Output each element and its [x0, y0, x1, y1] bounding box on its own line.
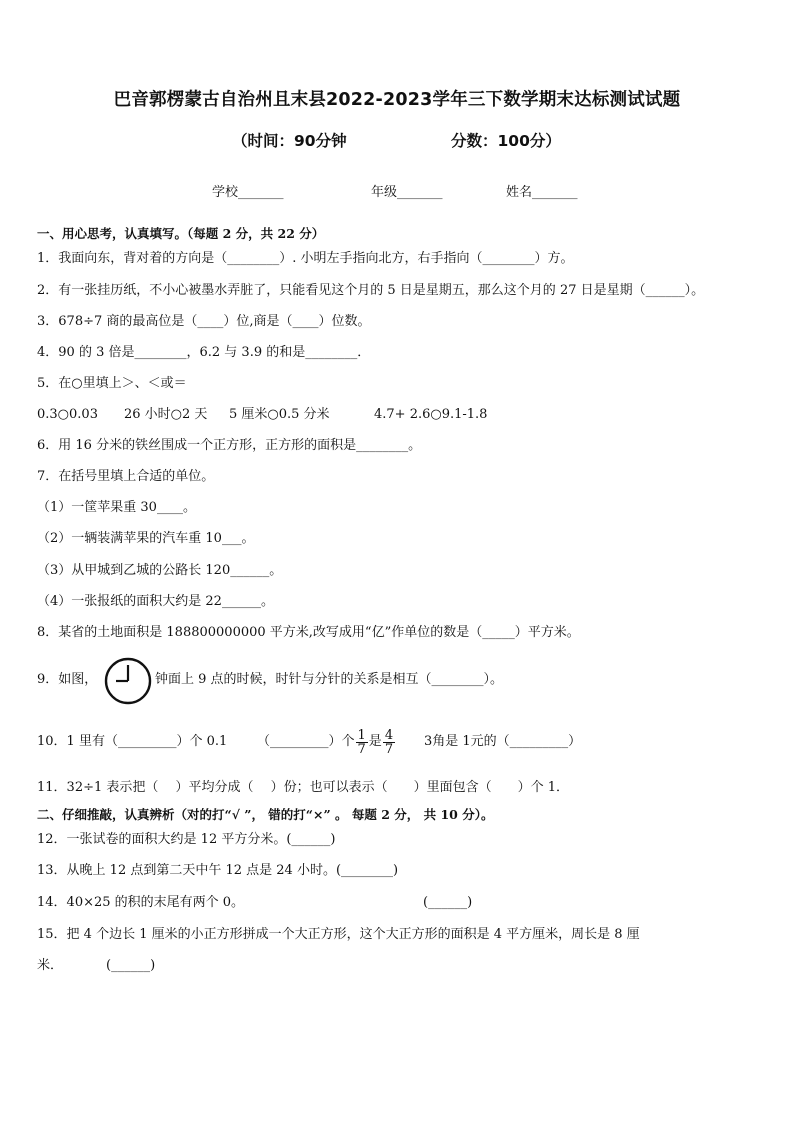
section-1-heading: 一、用心思考，认真填写。（每题 2 分，共 22 分） — [37, 226, 325, 241]
question-1: 1．我面向东，背对着的方向是（________）. 小明左手指向北方，右手指向（________）方。 — [37, 251, 574, 266]
question-10-part-b-text: （_________）个 — [257, 734, 355, 749]
question-10-part-a: 10．1 里有（_________）个 0.1 — [37, 734, 228, 749]
question-2: 2．有一张挂历纸，不小心被墨水弄脏了，只能看见这个月的 5 日是星期五，那么这个月的 27 日是星期（______）。 — [37, 283, 705, 298]
question-7-part-3: （3）从甲城到乙城的公路长 120______。 — [37, 563, 283, 578]
question-15-continued: 米． — [37, 958, 64, 973]
question-6: 6．用 16 分米的铁丝围成一个正方形，正方形的面积是________。 — [37, 438, 422, 453]
total-score: 分数：100分） — [451, 132, 561, 150]
clock-figure — [104, 657, 152, 705]
fraction-numerator: 1 — [357, 727, 366, 743]
fraction-four-sevenths — [383, 729, 395, 756]
grade-field: 年级_______ — [371, 185, 443, 200]
fraction-denominator: 7 — [384, 741, 394, 757]
question-7-part-1: （1）一筐苹果重 30____。 — [37, 500, 196, 515]
clock-icon — [104, 657, 152, 705]
page-title: 巴音郭楞蒙古自治州且末县2022-2023学年三下数学期末达标测试试题 — [113, 90, 681, 110]
question-8: 8．某省的土地面积是 188800000000 平方米,改写成用“亿”作单位的数是（_____）平方米。 — [37, 625, 580, 640]
fraction-one-seventh — [356, 729, 368, 756]
question-7-part-4: （4）一张报纸的面积大约是 22______。 — [37, 594, 274, 609]
question-5-item-d: 4.7+ 2.6○9.1-1.8 — [374, 407, 488, 422]
time-limit: （时间：90分钟 — [232, 132, 347, 150]
school-field: 学校_______ — [212, 185, 284, 200]
question-5-item-b: 26 小时○2 天 — [124, 407, 208, 422]
question-13: 13．从晚上 12 点到第二天中午 12 点是 24 小时。(________) — [37, 863, 399, 878]
question-11: 11．32÷1 表示把（ ）平均分成（ ）份；也可以表示（ ）里面包含（ ）个 1． — [37, 780, 570, 795]
question-7: 7．在括号里填上合适的单位。 — [37, 469, 215, 484]
question-9-prefix: 9．如图， — [37, 672, 98, 687]
question-4: 4．90 的 3 倍是________，6.2 与 3.9 的和是________． — [37, 345, 371, 360]
question-15: 15．把 4 个边长 1 厘米的小正方形拼成一个大正方形，这个大正方形的面积是 4 平方厘米，周长是 8 厘 — [37, 927, 640, 942]
fraction-numerator: 4 — [384, 727, 394, 743]
question-14-answer-blank: (______) — [423, 895, 473, 910]
question-7-part-2: （2）一辆装满苹果的汽车重 10___。 — [37, 531, 255, 546]
question-10-part-b — [257, 722, 396, 762]
question-14: 14．40×25 的积的末尾有两个 0。 — [37, 895, 245, 910]
question-15-answer-blank: (______) — [106, 958, 156, 973]
name-field: 姓名_______ — [506, 185, 578, 200]
fraction-denominator: 7 — [357, 741, 366, 757]
question-3: 3．678÷7 商的最高位是（____）位,商是（____）位数。 — [37, 314, 371, 329]
section-2-heading: 二、仔细推敲，认真辨析（对的打“√ ”， 错的打“×” 。 每题 2 分， 共 10 分）。 — [37, 807, 494, 822]
question-5-item-c: 5 厘米○0.5 分米 — [229, 407, 330, 422]
question-5-item-a: 0.3○0.03 — [37, 407, 98, 422]
question-9: 钟面上 9 点的时候，时针与分针的关系是相互（________）。 — [155, 672, 504, 687]
question-10-part-c: 3角是 1元的（_________） — [424, 734, 582, 749]
question-12: 12．一张试卷的面积大约是 12 平方分米。(______) — [37, 832, 336, 847]
question-5: 5．在○里填上＞、＜或＝ — [37, 376, 187, 391]
question-10-is: 是 — [368, 734, 382, 749]
